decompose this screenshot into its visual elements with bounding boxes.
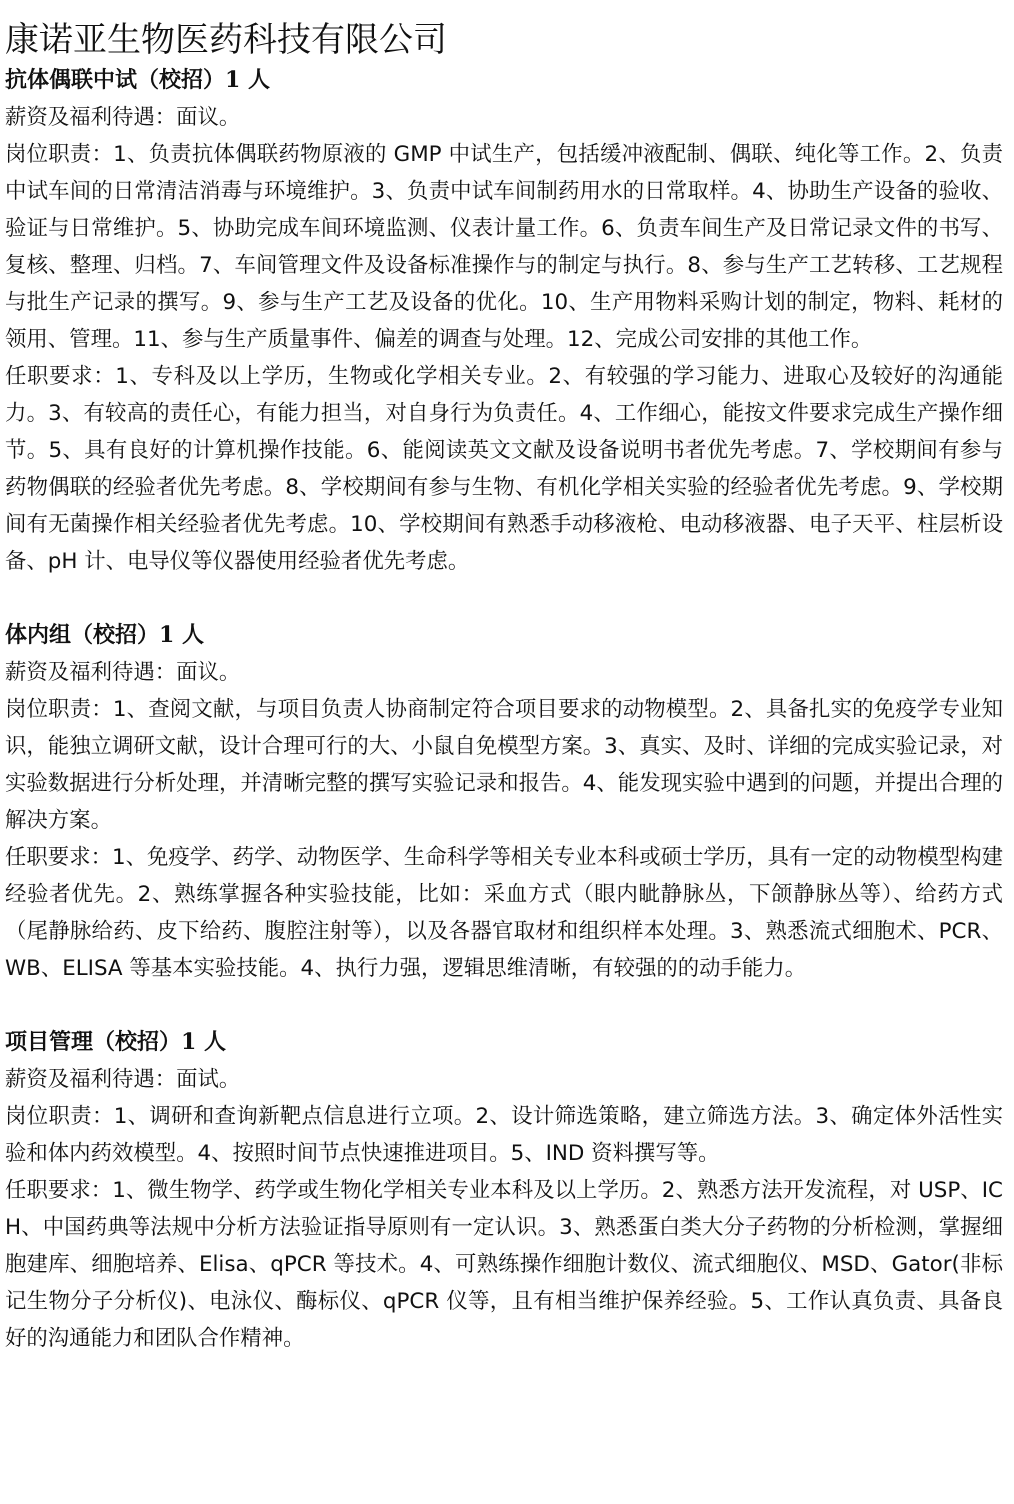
job-section-project-management — [5, 1024, 1003, 1357]
job-requirements: 任职要求：1、专科及以上学历，生物或化学相关专业。2、有较强的学习能力、进取心及较好的沟通能力。3、有较高的责任心，有能力担当，对自身行为负责任。4、工作细心，能按文件要求完成生产操作细节。5、具有良好的计算机操作技能。6、能阅读英文文献及设备说明书者优先考虑。7、学校期间有参与药物偶联的经验者优先考虑。8、学校期间有参与生物、有机化学相关实验的经验者优先考虑。9、学校期间有无菌操作相关经验者优先考虑。10、学校期间有熟悉手动移液枪、电动移液器、电子天平、柱层析设备、pH 计、电导仪等仪器使用经验者优先考虑。 — [5, 364, 1003, 574]
job-salary: 薪资及福利待遇：面议。 — [5, 105, 241, 130]
job-section-in-vivo — [5, 617, 1003, 987]
job-title: 项目管理（校招）1 人 — [5, 1029, 226, 1055]
job-duties: 岗位职责：1、负责抗体偶联药物原液的 GMP 中试生产，包括缓冲液配制、偶联、纯化等工作。2、负责中试车间的日常清洁消毒与环境维护。3、负责中试车间制药用水的日常取样。4、协助生产设备的验收、验证与日常维护。5、协助完成车间环境监测、仪表计量工作。6、负责车间生产及日常记录文件的书写、复核、整理、归档。7、车间管理文件及设备标准操作与的制定与执行。8、参与生产工艺转移、工艺规程与批生产记录的撰写。9、参与生产工艺及设备的优化。10、生产用物料采购计划的制定，物料、耗材的领用、管理。11、参与生产质量事件、偏差的调查与处理。12、完成公司安排的其他工作。 — [5, 142, 1003, 352]
job-duties: 岗位职责：1、调研和查询新靶点信息进行立项。2、设计筛选策略，建立筛选方法。3、确定体外活性实验和体内药效模型。4、按照时间节点快速推进项目。5、IND 资料撰写等。 — [5, 1104, 1003, 1166]
document-page — [5, 0, 1003, 1357]
job-title: 体内组（校招）1 人 — [5, 622, 204, 648]
job-section-adc-pilot — [5, 62, 1003, 580]
job-requirements: 任职要求：1、微生物学、药学或生物化学相关专业本科及以上学历。2、熟悉方法开发流程，对 USP、ICH、中国药典等法规中分析方法验证指导原则有一定认识。3、熟悉蛋白类大分子药物的分析检测，掌握细胞建库、细胞培养、Elisa、qPCR 等技术。4、可熟练操作细胞计数仪、流式细胞仪、MSD、Gator(非标记生物分子分析仪)、电泳仪、酶标仪、qPCR 仪等，且有相当维护保养经验。5、工作认真负责、具备良好的沟通能力和团队合作精神。 — [5, 1178, 1003, 1351]
company-title: 康诺亚生物医药科技有限公司 — [5, 20, 447, 60]
job-requirements: 任职要求：1、免疫学、药学、动物医学、生命科学等相关专业本科或硕士学历，具有一定的动物模型构建经验者优先。2、熟练掌握各种实验技能，比如：采血方式（眼内眦静脉丛，下颌静脉丛等）、给药方式（尾静脉给药、皮下给药、腹腔注射等），以及各器官取材和组织样本处理。3、熟悉流式细胞术、PCR、WB、ELISA 等基本实验技能。4、执行力强，逻辑思维清晰，有较强的的动手能力。 — [5, 845, 1003, 981]
job-salary: 薪资及福利待遇：面议。 — [5, 660, 241, 685]
job-duties: 岗位职责：1、查阅文献，与项目负责人协商制定符合项目要求的动物模型。2、具备扎实的免疫学专业知识，能独立调研文献，设计合理可行的大、小鼠自免模型方案。3、真实、及时、详细的完成实验记录，对实验数据进行分析处理，并清晰完整的撰写实验记录和报告。4、能发现实验中遇到的问题，并提出合理的解决方案。 — [5, 697, 1003, 833]
job-salary: 薪资及福利待遇：面试。 — [5, 1067, 241, 1092]
job-title: 抗体偶联中试（校招）1 人 — [5, 67, 270, 93]
